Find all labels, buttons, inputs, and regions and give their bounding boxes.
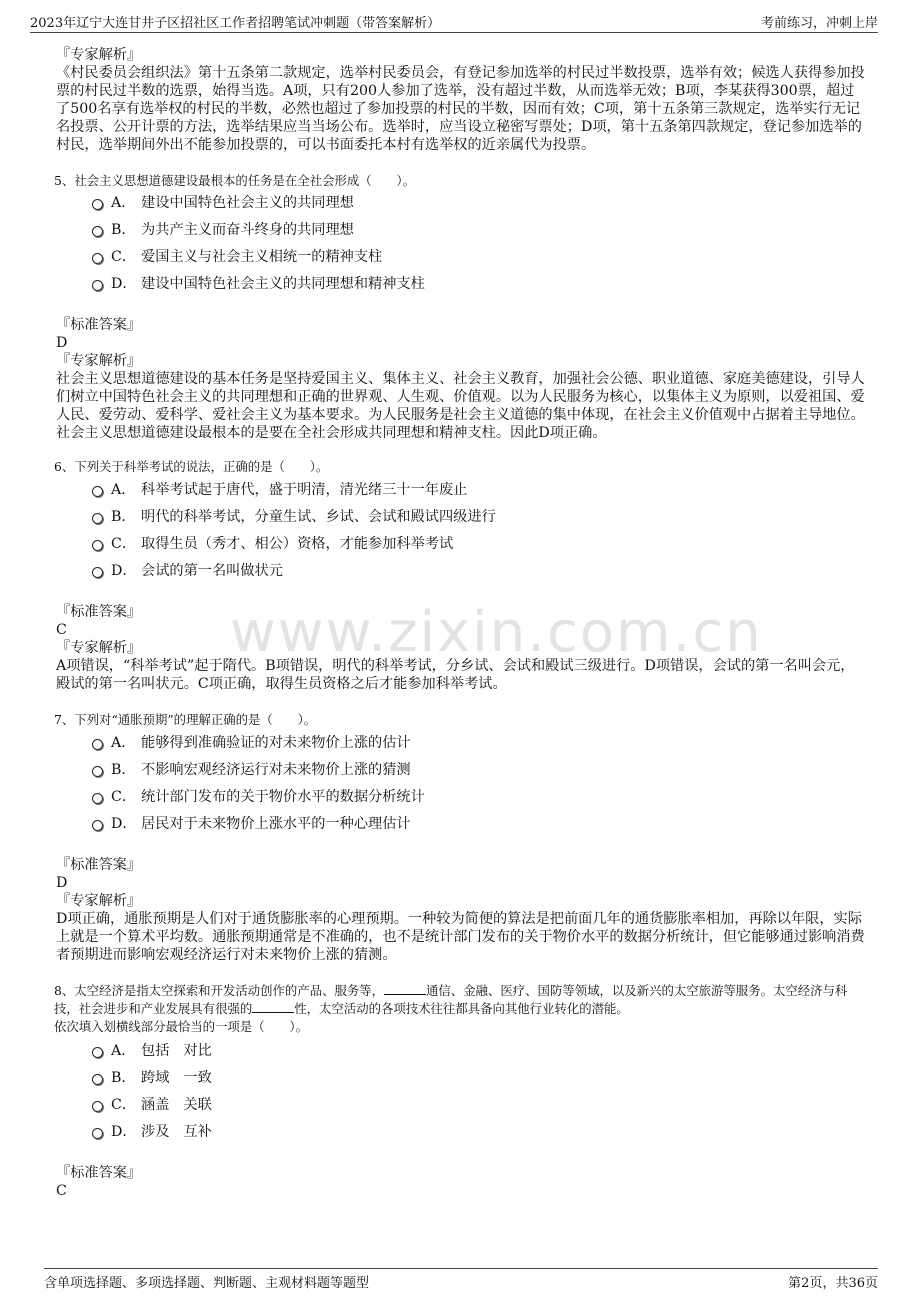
radio-icon[interactable] bbox=[92, 513, 103, 524]
q8-option-b[interactable]: B． 跨域 一致 bbox=[92, 1068, 212, 1088]
radio-icon[interactable] bbox=[92, 540, 103, 551]
radio-icon[interactable] bbox=[92, 820, 103, 831]
q4-analysis-text: 《村民委员会组织法》第十五条第二款规定，选举村民委员会，有登记参加选举的村民过半数投票，选举有效；候选人获得参加投票的村民过半数的选票，始得当选。A项，只有200人参加了选举，没有超过半数，从而选举无效；B项，李某获得300票，超过了500名享有选举权的村民的半数，必然也超过了参加投票的村民的半数，因而有效；C项，第十五条第三款规定，选举实行无记名投票、公开计票的方法，选举结果应当当场公布。选举时，应当设立秘密写票处；D项，第十五条第四款规定，登记参加选举的村民，选举期间外出不能参加投票的，可以书面委托本村有选举权的近亲属代为投票。 bbox=[56, 65, 865, 153]
q5-answer: D bbox=[56, 335, 68, 351]
radio-icon[interactable] bbox=[92, 766, 103, 777]
q7-answer-section bbox=[56, 856, 866, 964]
q6-answer: C bbox=[56, 622, 67, 638]
page-header bbox=[30, 10, 878, 33]
radio-icon[interactable] bbox=[92, 199, 103, 210]
radio-icon[interactable] bbox=[92, 739, 103, 750]
q6-option-b[interactable]: B． 明代的科举考试，分童生试、乡试、会试和殿试四级进行 bbox=[92, 507, 496, 527]
q7-option-b[interactable]: B． 不影响宏观经济运行对未来物价上涨的猜测 bbox=[92, 760, 411, 780]
q8-instruction: 依次填入划横线部分最恰当的一项是（ ）。 bbox=[54, 1019, 309, 1034]
analysis-label: 『专家解析』 bbox=[56, 47, 142, 63]
q8-option-d[interactable]: D． 涉及 互补 bbox=[92, 1122, 212, 1142]
q6-option-d[interactable]: D． 会试的第一名叫做状元 bbox=[92, 561, 283, 581]
q7-option-a[interactable]: A． 能够得到准确验证的对未来物价上涨的估计 bbox=[92, 733, 411, 753]
header-slogan: 考前练习，冲刺上岸 bbox=[760, 16, 878, 31]
radio-icon[interactable] bbox=[92, 253, 103, 264]
q5-option-b[interactable]: B． 为共产主义而奋斗终身的共同理想 bbox=[92, 220, 354, 240]
answer-label: 『标准答案』 bbox=[56, 1165, 142, 1181]
page-footer bbox=[44, 1268, 878, 1291]
q8-option-c[interactable]: C． 涵盖 关联 bbox=[92, 1095, 212, 1115]
q8-option-a[interactable]: A． 包括 对比 bbox=[92, 1041, 212, 1061]
footer-question-types: 含单项选择题、多项选择题、判断题、主观材料题等题型 bbox=[44, 1276, 370, 1291]
answer-label: 『标准答案』 bbox=[56, 317, 142, 333]
q5-analysis-text: 社会主义思想道德建设的基本任务是坚持爱国主义、集体主义、社会主义教育，加强社会公德、职业道德、家庭美德建设，引导人们树立中国特色社会主义的共同理想和正确的世界观、人生观、价值观。以为人民服务为核心，以集体主义为原则，以爱祖国、爱人民、爱劳动、爱科学、爱社会主义为基本要求。为人民服务是社会主义道德的集中体现，在社会主义价值观中占据着主导地位。社会主义思想道德建设最根本的是要在全社会形成共同理想和精神支柱。因此D项正确。 bbox=[56, 371, 865, 441]
answer-label: 『标准答案』 bbox=[56, 857, 142, 873]
q8-answer-section bbox=[56, 1164, 866, 1200]
radio-icon[interactable] bbox=[92, 1047, 103, 1058]
radio-icon[interactable] bbox=[92, 1128, 103, 1139]
q6-stem: 6、下列关于科举考试的说法，正确的是（ ）。 bbox=[54, 459, 329, 474]
q5-stem: 5、社会主义思想道德建设最根本的任务是在全社会形成（ ）。 bbox=[54, 173, 416, 188]
document-title: 2023年辽宁大连甘井子区招社区工作者招聘笔试冲刺题（带答案解析） bbox=[30, 16, 441, 31]
radio-icon[interactable] bbox=[92, 280, 103, 291]
fill-blank-2 bbox=[252, 1000, 294, 1013]
q5-option-a[interactable]: A． 建设中国特色社会主义的共同理想 bbox=[92, 193, 354, 213]
radio-icon[interactable] bbox=[92, 1101, 103, 1112]
q6-answer-section bbox=[56, 603, 866, 693]
watermark: www.zixin.com.cn bbox=[230, 600, 763, 665]
q5-option-c[interactable]: C． 爱国主义与社会主义相统一的精神支柱 bbox=[92, 247, 382, 267]
q7-option-d[interactable]: D． 居民对于未来物价上涨水平的一种心理估计 bbox=[92, 814, 411, 834]
analysis-label: 『专家解析』 bbox=[56, 353, 142, 369]
radio-icon[interactable] bbox=[92, 226, 103, 237]
q7-answer: D bbox=[56, 875, 68, 891]
fill-blank-1 bbox=[384, 982, 426, 995]
q7-option-c[interactable]: C． 统计部门发布的关于物价水平的数据分析统计 bbox=[92, 787, 425, 807]
q8-stem: 8、太空经济是指太空探索和开发活动创作的产品、服务等， 通信、金融、医疗、国防等领域，以及新兴的太空旅游等服务。太空经济与科技，社会进步和产业发展具有很强的 性，太空活动的各项技术往往都具备向其他行业转化的潜能。 依次填入划横线部分最恰当的一项是（ ）。 bbox=[54, 983, 848, 1034]
radio-icon[interactable] bbox=[92, 567, 103, 578]
analysis-label: 『专家解析』 bbox=[56, 893, 142, 909]
q5-answer-section bbox=[56, 316, 866, 442]
radio-icon[interactable] bbox=[92, 486, 103, 497]
answer-label: 『标准答案』 bbox=[56, 604, 142, 620]
q8-answer: C bbox=[56, 1183, 67, 1199]
analysis-label: 『专家解析』 bbox=[56, 640, 142, 656]
radio-icon[interactable] bbox=[92, 1074, 103, 1085]
q4-analysis-section bbox=[56, 46, 866, 154]
q7-stem: 7、下列对“通胀预期”的理解正确的是（ ）。 bbox=[54, 712, 317, 727]
q6-option-a[interactable]: A． 科举考试起于唐代，盛于明清，清光绪三十一年废止 bbox=[92, 480, 467, 500]
radio-icon[interactable] bbox=[92, 793, 103, 804]
q5-option-d[interactable]: D． 建设中国特色社会主义的共同理想和精神支柱 bbox=[92, 274, 425, 294]
page-number: 第2页，共36页 bbox=[788, 1276, 878, 1291]
q6-analysis-text: A项错误，“科举考试”起于隋代。B项错误，明代的科举考试，分乡试、会试和殿试三级进行。D项错误，会试的第一名叫会元，殿试的第一名叫状元。C项正确，取得生员资格之后才能参加科举考试。 bbox=[56, 658, 855, 692]
q7-analysis-text: D项正确，通胀预期是人们对于通货膨胀率的心理预期。一种较为简便的算法是把前面几年的通货膨胀率相加，再除以年限，实际上就是一个算术平均数。通胀预期通常是不准确的，也不是统计部门发布的关于物价水平的数据分析统计，但它能够通过影响消费者预期进而影响宏观经济运行对未来物价上涨的猜测。 bbox=[56, 911, 865, 963]
q6-option-c[interactable]: C． 取得生员（秀才、相公）资格，才能参加科举考试 bbox=[92, 534, 453, 554]
